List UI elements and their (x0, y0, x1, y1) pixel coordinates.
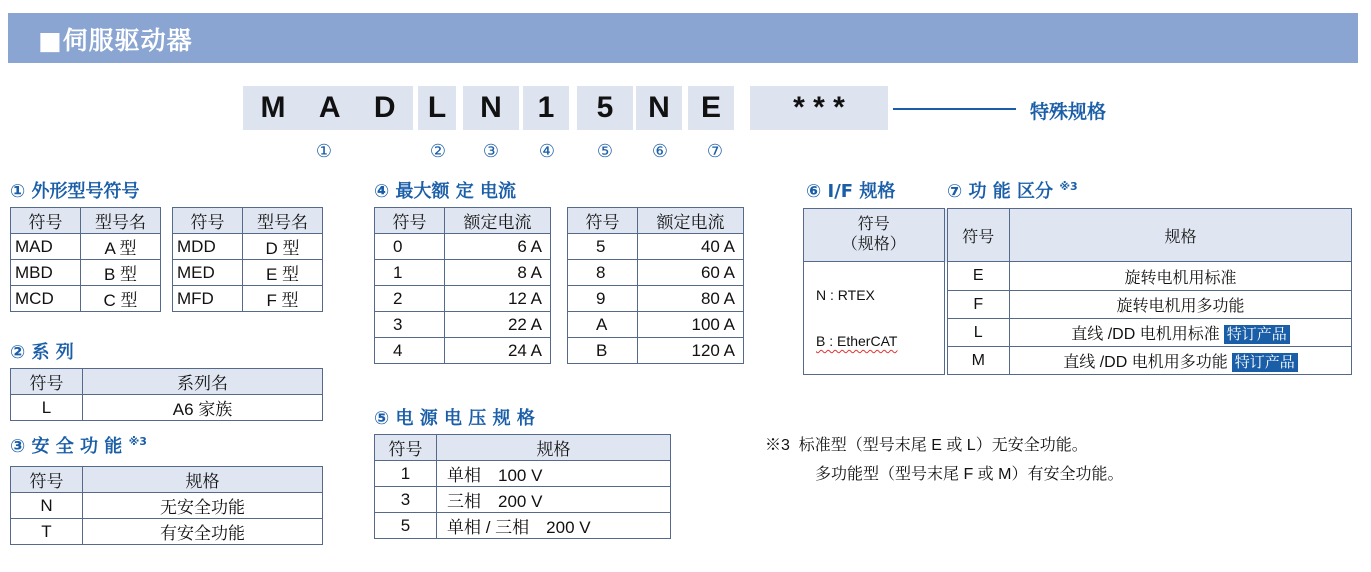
table-cell: D 型 (243, 234, 323, 260)
table-cell: F 型 (243, 286, 323, 312)
section-heading-shape-code: ① 外形型号符号 (10, 181, 140, 202)
table-row (375, 461, 671, 487)
code-box (463, 86, 519, 130)
code-char: L (427, 91, 447, 124)
title-bar (8, 13, 1358, 63)
table-row (375, 487, 671, 513)
table-cell: 8 A (445, 260, 551, 286)
table-cell: L (11, 395, 83, 421)
table-header: 规格 (437, 435, 671, 461)
table-header: 符号 (946, 209, 1010, 262)
interface-function-table (803, 208, 1352, 375)
section-heading-series: ② 系 列 (10, 342, 74, 363)
footnote-mark: ※3 (765, 437, 790, 454)
position-marker: ⑦ (706, 141, 724, 162)
section-heading-interface: ⑥ I/F 规格 (806, 181, 896, 202)
table-row (11, 234, 161, 260)
table-cell: E 型 (243, 260, 323, 286)
table-row (375, 513, 671, 539)
table-cell: MED (173, 260, 243, 286)
table-cell: 5 (375, 513, 437, 539)
supply-voltage-table (374, 434, 671, 539)
table-cell: A6 家族 (83, 395, 323, 421)
table-header: 额定电流 (638, 208, 744, 234)
safety-table (10, 466, 323, 545)
section-heading-function (947, 177, 1078, 203)
table-cell: 60 A (638, 260, 744, 286)
table-cell: 8 (568, 260, 638, 286)
table-cell: B 型 (81, 260, 161, 286)
table-row (375, 312, 551, 338)
table-cell: 单相 100 V (437, 461, 671, 487)
table-row (11, 519, 323, 545)
table-header: 符号 (173, 208, 243, 234)
shape-code-table-left (10, 207, 161, 312)
section-heading-max-current: ④ 最大额 定 电流 (374, 181, 517, 202)
table-cell: 3 (375, 487, 437, 513)
table-header: 符号 (375, 435, 437, 461)
code-char: D (373, 91, 396, 124)
table-header: 型号名 (81, 208, 161, 234)
section-heading-supply-voltage: ⑤ 电 源 电 压 规 格 (374, 408, 535, 429)
table-row (568, 312, 744, 338)
spec-text: 直线 /DD 电机用多功能 (1063, 354, 1228, 371)
table-cell: N (11, 493, 83, 519)
table-cell: MBD (11, 260, 81, 286)
note-mark: ※3 (128, 435, 147, 448)
table-cell: M (946, 347, 1010, 375)
table-header: 规格 (83, 467, 323, 493)
series-table (10, 368, 323, 421)
table-cell: 24 A (445, 338, 551, 364)
special-order-badge: 特订产品 (1232, 353, 1298, 372)
table-cell: 40 A (638, 234, 744, 260)
table-cell: 22 A (445, 312, 551, 338)
position-marker: ① (315, 141, 333, 162)
table-cell: 三相 200 V (437, 487, 671, 513)
current-table-left (374, 207, 551, 364)
table-cell: 5 (568, 234, 638, 260)
position-marker: ⑤ (596, 141, 614, 162)
interface-option: B : EtherCAT (816, 333, 898, 349)
table-row (568, 234, 744, 260)
code-char: N (648, 91, 670, 124)
table-cell: E (946, 262, 1010, 291)
code-char: M (260, 91, 286, 124)
table-cell: 4 (375, 338, 445, 364)
table-cell (1010, 319, 1352, 347)
table-cell: 无安全功能 (83, 493, 323, 519)
code-box (688, 86, 734, 130)
code-char: E (700, 91, 721, 124)
table-row (11, 286, 161, 312)
table-row (11, 260, 161, 286)
table-cell: L (946, 319, 1010, 347)
section-heading-safety (10, 432, 147, 458)
table-header: 系列名 (83, 369, 323, 395)
table-cell: 1 (375, 260, 445, 286)
table-row (568, 260, 744, 286)
table-cell: 旋转电机用多功能 (1010, 291, 1352, 319)
shape-code-table-right (172, 207, 323, 312)
table-cell: MCD (11, 286, 81, 312)
table-cell (1010, 347, 1352, 375)
footnote (765, 432, 1088, 455)
code-char: 5 (596, 91, 614, 124)
code-box (577, 86, 633, 130)
table-cell: 100 A (638, 312, 744, 338)
current-table-right (567, 207, 744, 364)
special-spec-leader-line (893, 108, 1016, 110)
position-marker: ② (429, 141, 447, 162)
table-row (804, 262, 1352, 291)
footnote-line-2: 多功能型（型号末尾 F 或 M）有安全功能。 (815, 466, 1124, 483)
table-header: 型号名 (243, 208, 323, 234)
table-cell: 1 (375, 461, 437, 487)
table-row (568, 338, 744, 364)
table-cell: 单相 / 三相 200 V (437, 513, 671, 539)
table-cell: A 型 (81, 234, 161, 260)
code-box (418, 86, 456, 130)
code-box (523, 86, 569, 130)
code-box-series-group (243, 86, 413, 130)
table-row (173, 286, 323, 312)
table-cell: 80 A (638, 286, 744, 312)
position-marker: ④ (538, 141, 556, 162)
table-cell: 旋转电机用标准 (1010, 262, 1352, 291)
table-row (173, 260, 323, 286)
table-row (11, 395, 323, 421)
table-header: 额定电流 (445, 208, 551, 234)
table-cell: 2 (375, 286, 445, 312)
spec-text: 直线 /DD 电机用标准 (1071, 326, 1220, 343)
table-cell: MDD (173, 234, 243, 260)
table-cell: MFD (173, 286, 243, 312)
table-header: 符号 (11, 208, 81, 234)
table-cell: C 型 (81, 286, 161, 312)
table-cell: 6 A (445, 234, 551, 260)
table-header: 符号 （规格） (804, 209, 946, 262)
special-spec-label: 特殊规格 (1030, 101, 1107, 123)
table-row (173, 234, 323, 260)
table-row (568, 286, 744, 312)
table-row (375, 234, 551, 260)
table-header: 符号 (11, 369, 83, 395)
table-cell: F (946, 291, 1010, 319)
table-row (375, 286, 551, 312)
code-char: * * * (793, 91, 845, 124)
table-row (11, 493, 323, 519)
table-header: 符号 (11, 467, 83, 493)
table-cell: B (568, 338, 638, 364)
table-cell: 3 (375, 312, 445, 338)
heading-text: ⑦ 功 能 区分 (947, 181, 1054, 202)
note-mark: ※3 (1059, 180, 1078, 193)
code-char: N (480, 91, 502, 124)
special-order-badge: 特订产品 (1224, 325, 1290, 344)
footnote-line: 标准型（型号末尾 E 或 L）无安全功能。 (798, 437, 1088, 454)
table-cell: A (568, 312, 638, 338)
code-char: 1 (537, 91, 555, 124)
table-cell: MAD (11, 234, 81, 260)
heading-text: ③ 安 全 功 能 (10, 436, 123, 457)
table-header: 规格 (1010, 209, 1352, 262)
position-marker: ⑥ (651, 141, 669, 162)
code-box (636, 86, 682, 130)
table-cell: 12 A (445, 286, 551, 312)
table-header: 符号 (375, 208, 445, 234)
table-cell: 有安全功能 (83, 519, 323, 545)
code-char: A (318, 91, 341, 124)
position-marker: ③ (482, 141, 500, 162)
interface-cell (804, 262, 946, 375)
table-row (375, 338, 551, 364)
table-row (375, 260, 551, 286)
page-title: ■伺服驱动器 (38, 26, 193, 55)
table-cell: T (11, 519, 83, 545)
interface-option: N : RTEX (816, 287, 875, 303)
code-box-special (750, 86, 888, 130)
table-header: 符号 (568, 208, 638, 234)
table-cell: 9 (568, 286, 638, 312)
table-cell: 120 A (638, 338, 744, 364)
table-cell: 0 (375, 234, 445, 260)
